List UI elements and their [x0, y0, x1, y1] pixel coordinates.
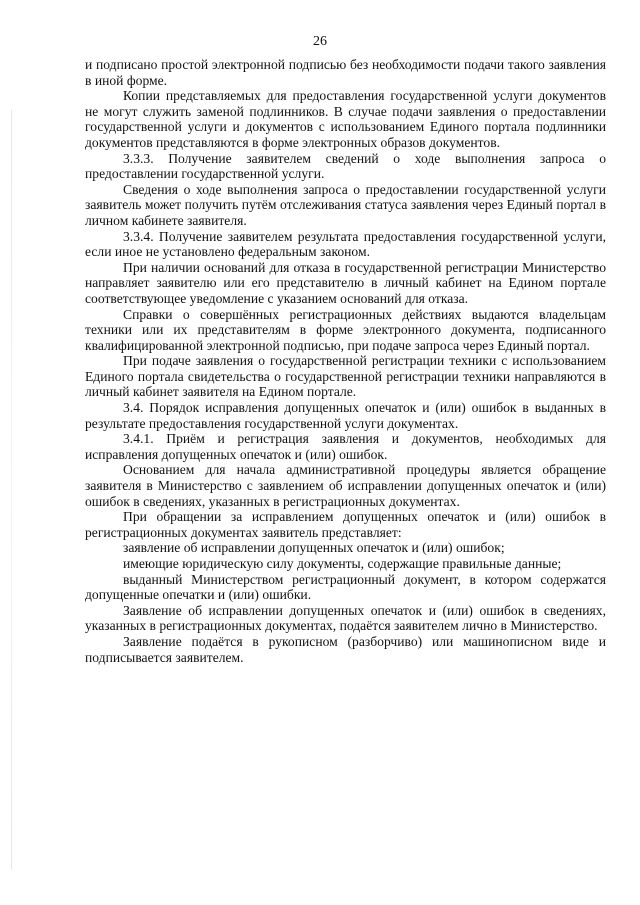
paragraph: Основанием для начала административной процедуры является обращение заявителя в Министерство с заявлением об исправлении допущенных опечаток и (или) ошибок в сведениях, указанных в регистрационных документах. [85, 462, 606, 509]
paragraph: Копии представляемых для предоставления государственной услуги документов не могут служить заменой подлинников. В случае подачи заявления о предоставлении государственной услуги и документов с использованием Единого портала подлинники документов представляются в форме электронных образов документов. [85, 88, 606, 150]
paragraph: 3.3.4. Получение заявителем результата предоставления государственной услуги, если иное не установлено федеральным законом. [85, 228, 606, 260]
page-number: 26 [313, 34, 327, 49]
paragraph: При обращении за исправлением допущенных опечаток и (или) ошибок в регистрационных документах заявитель представляет: [85, 509, 606, 540]
paragraph: Сведения о ходе выполнения запроса о предоставлении государственной услуги заявитель может получить путём отслеживания статуса заявления через Единый портал в личном кабинете заявителя. [85, 181, 606, 228]
paragraph: При наличии оснований для отказа в государственной регистрации Министерство направляет заявителю или его представителю в личный кабинет на Едином портале соответствующее уведомление с указанием оснований для отказа. [85, 259, 606, 306]
paragraph: Заявление об исправлении допущенных опечаток и (или) ошибок в сведениях, указанных в регистрационных документах, подаётся заявителем лично в Министерство. [85, 602, 606, 634]
paragraph: 3.3.3. Получение заявителем сведений о ходе выполнения запроса о предоставлении государственной услуги. [85, 150, 606, 182]
paragraph: и подписано простой электронной подписью без необходимости подачи такого заявления в иной форме. [85, 57, 606, 88]
paragraph: 3.4.1. Приём и регистрация заявления и документов, необходимых для исправления допущенных опечаток и (или) ошибок. [85, 431, 606, 462]
paragraph: При подаче заявления о государственной регистрации техники с использованием Единого портала свидетельства о государственной регистрации техники направляются в личный кабинет заявителя на Едином портале. [85, 353, 606, 400]
paragraph: 3.4. Порядок исправления допущенных опечаток и (или) ошибок в выданных в результате предоставления государственной услуги документах. [85, 400, 606, 431]
paragraph: Справки о совершённых регистрационных действиях выдаются владельцам техники или их представителям в форме электронного документа, подписанного квалифицированной электронной подписью, при подаче запроса через Единый портал. [85, 306, 606, 353]
scan-margin-line [11, 110, 12, 870]
paragraph: заявление об исправлении допущенных опечаток и (или) ошибок; [123, 540, 505, 556]
body-text [85, 57, 606, 665]
paragraph: имеющие юридическую силу документы, содержащие правильные данные; [123, 556, 562, 571]
paragraph: Заявление подаётся в рукописном (разборчиво) или машинописном виде и подписывается заявителем. [85, 633, 606, 665]
paragraph: выданный Министерством регистрационный документ, в котором содержатся допущенные опечатки и (или) ошибки. [85, 571, 606, 603]
